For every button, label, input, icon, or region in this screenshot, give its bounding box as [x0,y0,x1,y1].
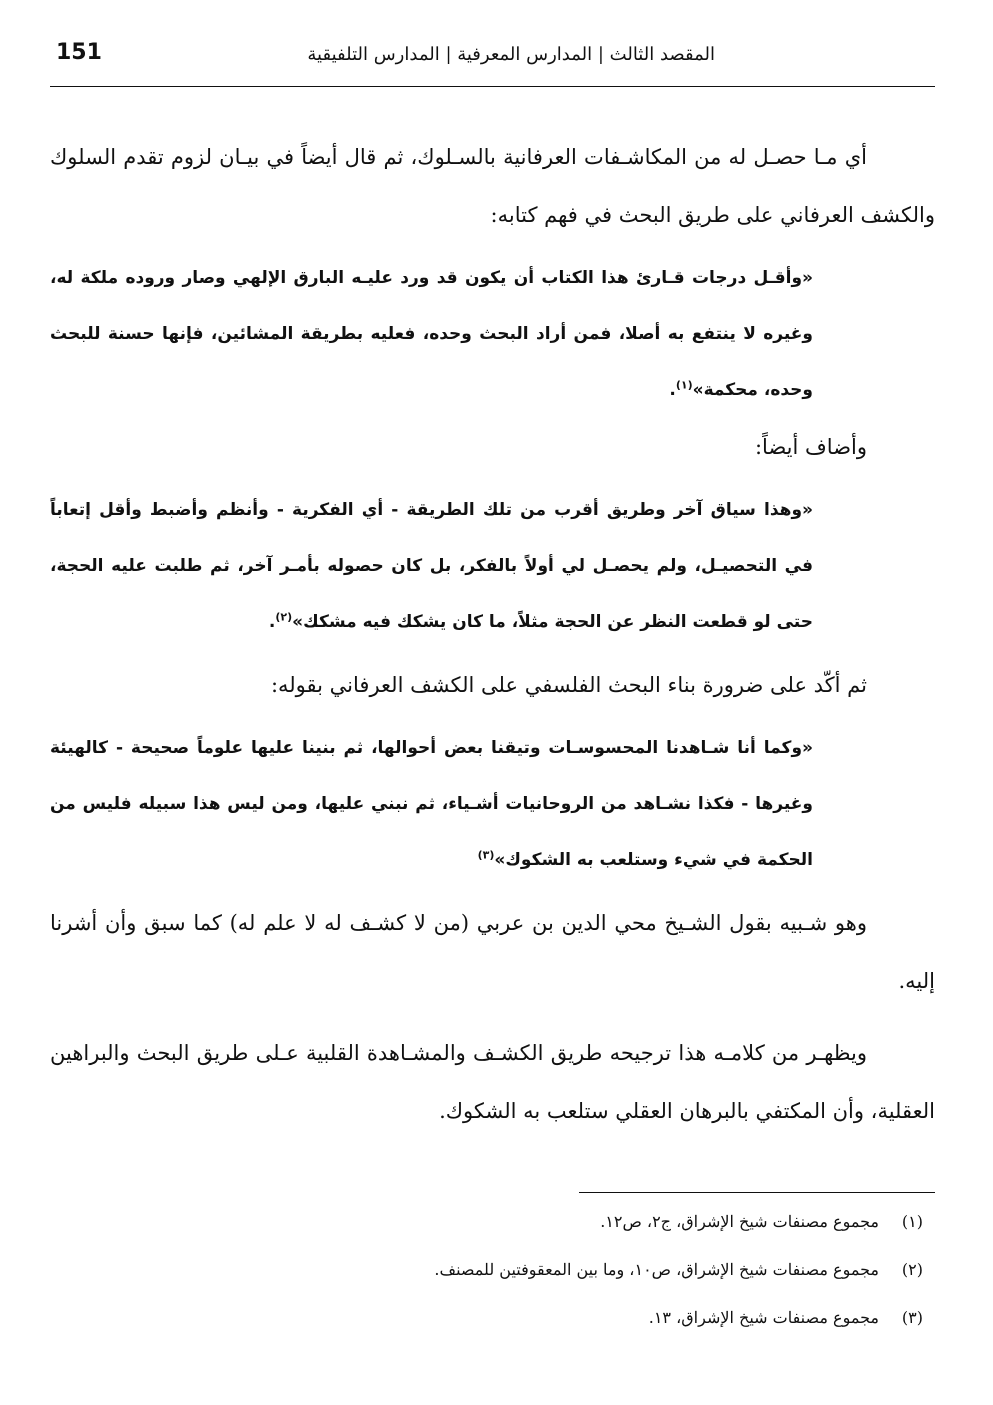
footnote-text: مجموع مصنفات شيخ الإشراق، ص١٠، وما بين المعقوفتين للمصنف. [434,1260,879,1279]
footnote-item [50,1302,923,1350]
quote-first-text: «وأقـل درجات قـارئ هذا الكتاب أن يكون قد ورد عليـه البارق الإلهي وصار وروده ملكة له، وغيره لا ينتفع به أصلا، فمن أراد البحث وحده، فعليه بطريقة المشائين، فإنها حسنة للبحث وحده، محكمة» [50,268,813,400]
page-number: 151 [56,40,102,65]
quote-second-text: «وهذا سياق آخر وطريق أقرب من تلك الطريقة - أي الفكرية - وأنظم وأضبط وأقل إتعاباً في التحصيـل، ولم يحصـل لي أولاً بالفكر، بل كان حصوله بأمـر آخر، ثم طلبت عليه الحجة، حتى لو قطعت النظر عن الحجة مثلاً، ما كان يشكك فيه مشكك» [50,500,813,632]
footnote-ref-3[interactable]: (٣) [477,848,495,862]
quote-third [50,720,935,888]
quote-second [50,482,935,650]
paragraph-intro: أي مـا حصـل له من المكاشـفات العرفانية بالسـلوك، ثم قال أيضاً في بيـان لزوم تقدم السلوك والكشف العرفاني على طريق البحث في فهم كتابه: [50,145,935,227]
footnote-number: (٢) [901,1260,923,1279]
footnote-number: (٣) [901,1308,923,1327]
footnote-item [50,1254,923,1302]
paragraph-emphasis: ثم أكّد على ضرورة بناء البحث الفلسفي على الكشف العرفاني بقوله: [270,673,867,697]
footnote-text: مجموع مصنفات شيخ الإشراق، ١٣. [648,1308,879,1327]
page-header [50,38,935,87]
quote-third-text: «وكما أنا شـاهدنا المحسوسـات وتيقنا بعض أحوالها، ثم بنينا عليها علوماً صحيحة - كالهيئة وغيرها - فكذا نشـاهد من الروحانيات أشـياء، ثم نبني عليها، ومن ليس هذا سبيله فليس من الحكمة في شيء وستلعب به الشكوك» [50,738,813,870]
footnotes [50,1206,923,1350]
quote-first-end: . [669,380,676,400]
paragraph-conclusion: ويظهـر من كلامـه هذا ترجيحه طريق الكشـف والمشـاهدة القلبية عـلى طريق البحث والبراهين العقلية، وأن المكتفي بالبرهان العقلي ستلعب به الشكوك. [50,1041,935,1123]
running-title: المقصد الثالث | المدارس المعرفية | المدارس التلفيقية [307,44,715,65]
quote-first [50,250,935,418]
footnote-text: مجموع مصنفات شيخ الإشراق، ج٢، ص١٢. [600,1212,879,1231]
footnote-item [50,1206,923,1254]
paragraph-added: وأضاف أيضاً: [754,435,867,459]
footnote-divider [579,1192,935,1193]
paragraph-ibn-arabi: وهو شـبيه بقول الشـيخ محي الدين بن عربي (من لا كشـف له لا علم له) كما سبق وأن أشرنا إليه. [50,911,935,993]
footnote-ref-2[interactable]: (٢) [275,610,293,624]
quote-second-end: . [268,612,276,632]
page-body [50,128,935,1140]
footnote-number: (١) [901,1212,923,1231]
footnote-ref-1[interactable]: (١) [675,378,693,392]
